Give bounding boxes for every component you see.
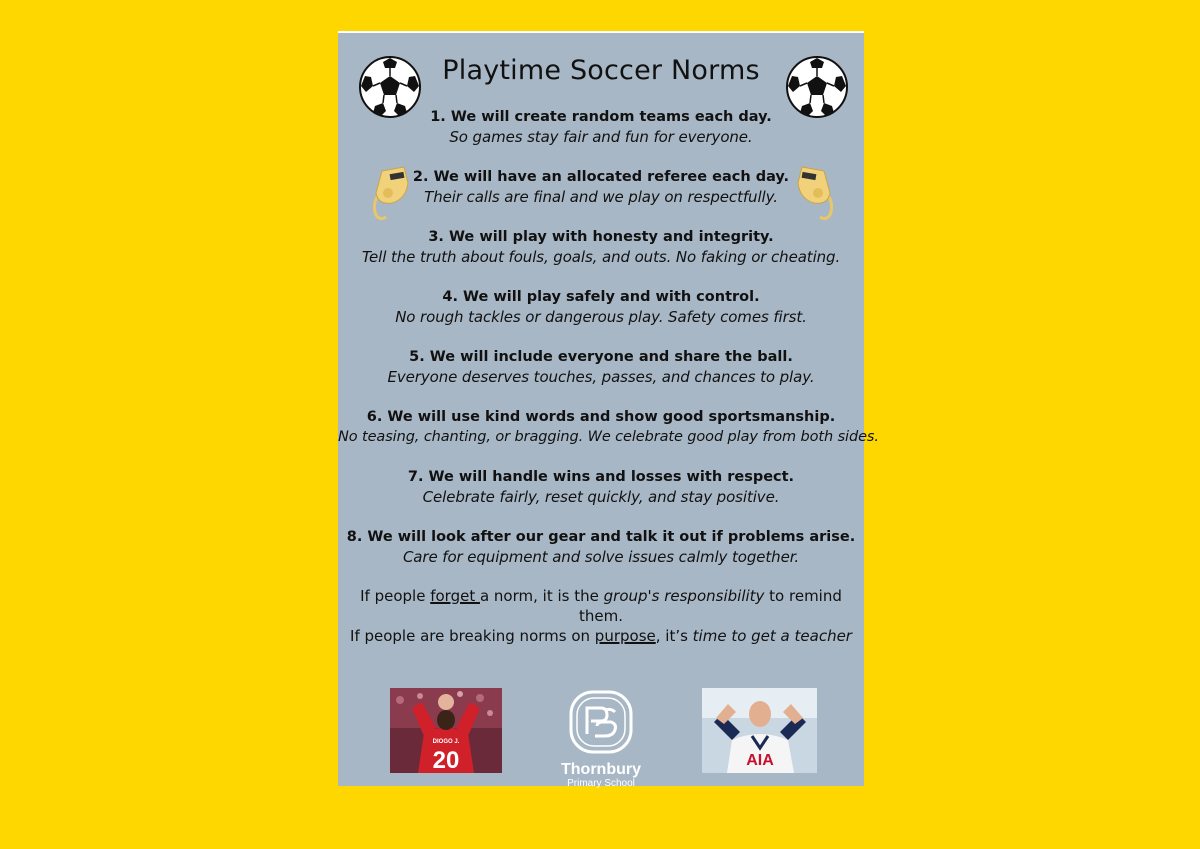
school-logo xyxy=(548,688,654,788)
footer-line-forget xyxy=(338,586,864,626)
norm-description: So games stay fair and fun for everyone. xyxy=(449,128,753,146)
player-photo-left xyxy=(390,688,502,773)
player-photo-right xyxy=(702,688,817,773)
footer-line-purpose xyxy=(338,626,864,646)
poster xyxy=(338,31,879,789)
norms-list xyxy=(338,107,879,587)
norm-heading: 6. We will use kind words and show good sportsmanship. xyxy=(366,409,836,425)
footer-text: , it’s xyxy=(655,627,693,645)
norm-item xyxy=(338,107,864,167)
norm-description: No teasing, chanting, or bragging. We celebrate good play from both sides. xyxy=(338,429,879,445)
norm-item xyxy=(338,467,864,527)
norm-description: No rough tackles or dangerous play. Safety comes first. xyxy=(395,308,807,326)
shirt-name: DIOGO J. xyxy=(432,739,460,745)
norm-item xyxy=(338,227,864,287)
norm-heading: 5. We will include everyone and share the ball. xyxy=(409,349,793,365)
school-subtitle: Primary School xyxy=(567,778,635,789)
norm-heading: 3. We will play with honesty and integrity. xyxy=(428,229,774,245)
norm-heading: 4. We will play safely and with control. xyxy=(442,289,760,305)
norm-description: Celebrate fairly, reset quickly, and stay positive. xyxy=(422,488,780,506)
shirt-number: 20 xyxy=(432,747,460,773)
norm-heading: 7. We will handle wins and losses with respect. xyxy=(407,469,795,485)
footer-emphasis: time to get a teacher xyxy=(692,627,852,645)
footer-emphasis: group's responsibility xyxy=(603,587,765,605)
norm-item xyxy=(338,527,864,587)
norm-item xyxy=(338,407,879,467)
school-crest-icon xyxy=(567,688,635,756)
norm-item xyxy=(338,287,864,347)
footer-underlined-text: forget xyxy=(430,587,480,605)
footer-text: If people are breaking norms on xyxy=(350,627,595,645)
norm-description: Everyone deserves touches, passes, and chances to play. xyxy=(387,368,815,386)
norm-description: Tell the truth about fouls, goals, and outs. No faking or cheating. xyxy=(361,248,841,266)
norm-item xyxy=(338,167,864,227)
shirt-sponsor: AIA xyxy=(746,752,774,769)
footer-underlined-text: purpose xyxy=(594,627,656,645)
norm-description: Care for equipment and solve issues calmly together. xyxy=(402,548,800,566)
page-title: Playtime Soccer Norms xyxy=(442,55,760,86)
footer-text: If people xyxy=(360,587,431,605)
norm-heading: 1. We will create random teams each day. xyxy=(430,109,772,125)
footer-text: to remind them. xyxy=(579,587,842,625)
norm-heading: 2. We will have an allocated referee each day. xyxy=(412,169,790,185)
norm-heading: 8. We will look after our gear and talk it out if problems arise. xyxy=(346,529,856,545)
footer-text: a norm, it is the xyxy=(479,587,604,605)
school-name: Thornbury xyxy=(561,761,641,778)
norm-description: Their calls are final and we play on respectfully. xyxy=(424,188,778,206)
footer-note xyxy=(338,586,864,646)
norm-item xyxy=(338,347,864,407)
